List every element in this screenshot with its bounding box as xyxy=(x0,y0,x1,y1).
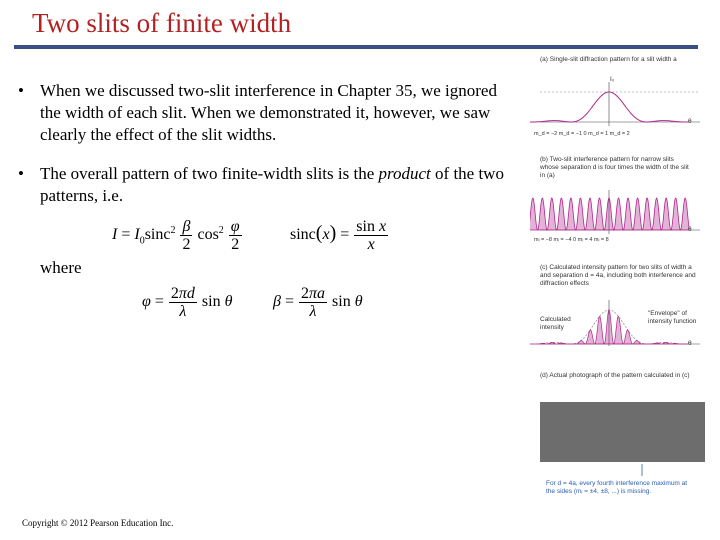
theta-label-b: θ xyxy=(688,226,692,233)
title-rule xyxy=(14,45,698,49)
intensity-equation: $I = I_0\sin c^2$ $\frac{\beta}{2}$ $\cos^2$ $\frac{\varphi}{2}$ xyxy=(112,218,240,253)
copyright-text: Copyright © 2012 Pearson Education Inc. xyxy=(22,518,174,528)
bullet-dot: • xyxy=(18,81,24,100)
pattern-photo xyxy=(540,402,705,462)
beta-equation: β = $\frac{2\pi a}{\lambda}$ sin θ xyxy=(273,285,363,320)
single-slit-curve xyxy=(530,92,689,122)
panel-a-axis-labels: m_d = −2 m_d = −1 0 m_d = 1 m_d = 2 xyxy=(534,131,630,137)
bullet-dot: • xyxy=(18,164,24,183)
calculated-intensity-label: Calculated intensity xyxy=(540,316,571,331)
theta-label-c: θ xyxy=(688,340,692,347)
panel-a-caption: (a) Single-slit diffraction pattern for a slit width a xyxy=(540,56,677,63)
emphasis-product: product xyxy=(378,164,431,183)
phi-equation: φ = $\frac{2\pi d}{\lambda}$ sin θ xyxy=(142,285,233,320)
envelope-label: "Envelope" of intensity function xyxy=(648,310,697,325)
sinc-equation: sinc(x) = $\frac{\text{sin x}}{x}$ xyxy=(290,218,387,253)
where-label: where xyxy=(40,258,82,277)
I0-label: I₀ xyxy=(610,76,615,83)
panel-b-caption: (b) Two-slit interference pattern for narrow slits whose separation d is four times the width of the slit in (a) xyxy=(540,156,689,179)
bullet-1-text: When we discussed two-slit interference in Chapter 35, we ignored the width of each slit. When we demonstrated it, however, we saw clearly the effect of the slit widths. xyxy=(40,81,497,144)
panel-b-axis-labels: mᵢ = −8 mᵢ = −4 0 mᵢ = 4 mᵢ = 8 xyxy=(534,237,609,243)
panel-d-caption: (d) Actual photograph of the pattern calculated in (c) xyxy=(540,372,690,379)
bullet-2-text: The overall pattern of two finite-width slits is the product of the two patterns, i.e. xyxy=(40,164,504,205)
slide-title: Two slits of finite width xyxy=(32,8,292,38)
photo-note: For d = 4a, every fourth interference maximum at the sides (mᵢ = ±4, ±8, ...) is missing. xyxy=(546,480,688,495)
theta-label-a: θ xyxy=(688,118,692,125)
diffraction-figure xyxy=(530,52,710,522)
two-slit-curve xyxy=(530,198,689,230)
panel-c-caption: (c) Calculated intensity pattern for two slits of width a and separation d = 4a, including both interference and diffraction effects xyxy=(540,264,696,287)
